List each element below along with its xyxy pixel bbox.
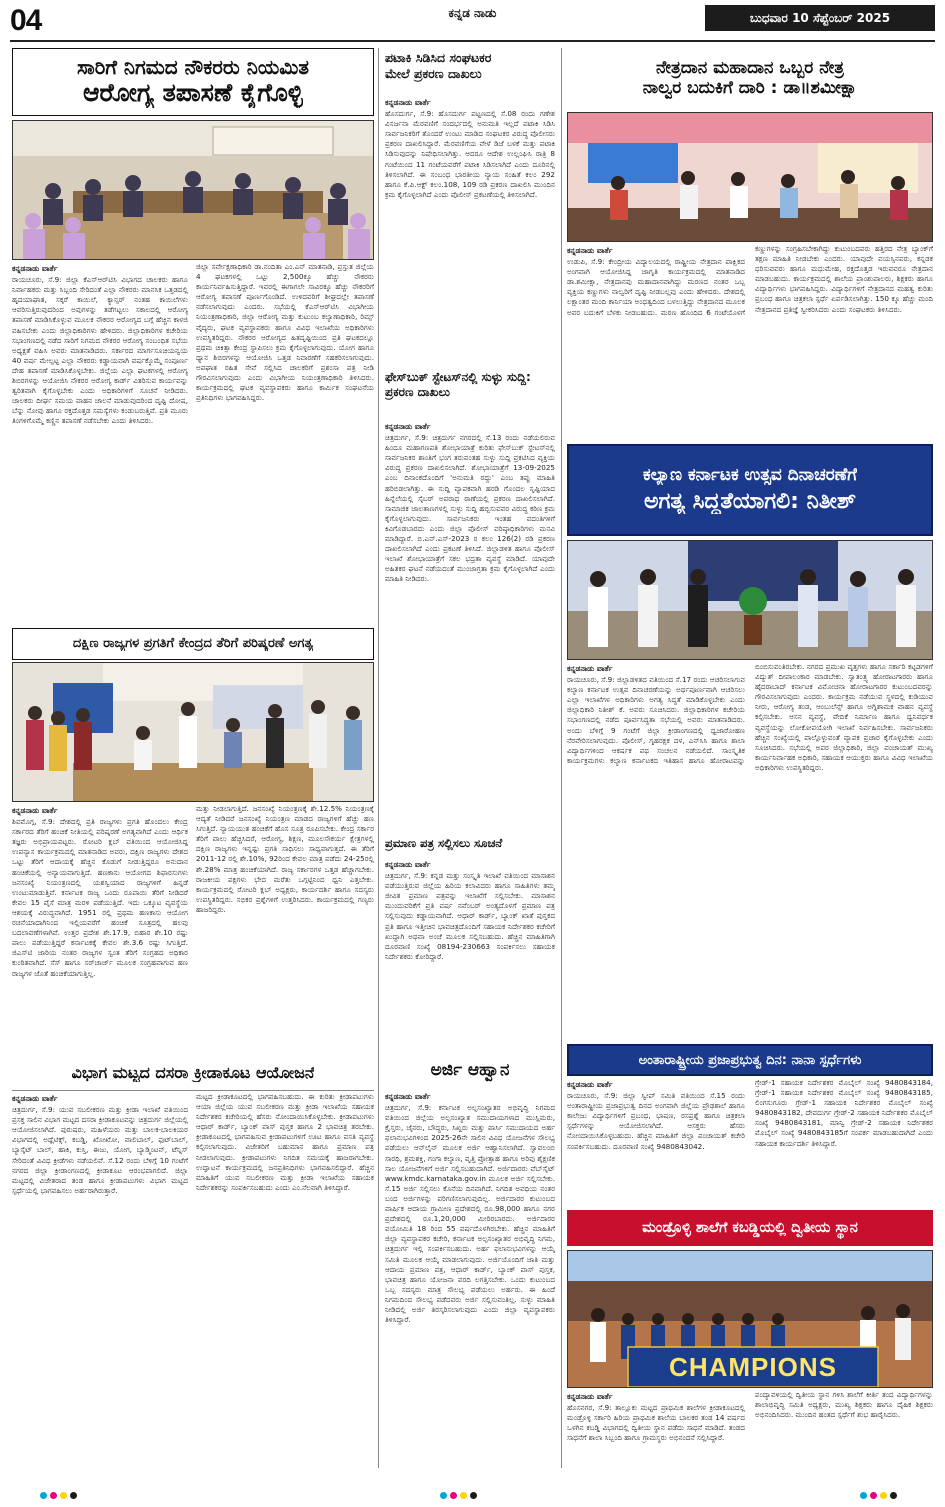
- a11-headline: ವಿಭಾಗ ಮಟ್ಟದ ದಸರಾ ಕ್ರೀಡಾಕೂಟ ಆಯೋಜನೆ: [71, 1063, 315, 1082]
- a7-byline: ಕನ್ನಡನಾಡು ವಾರ್ತೆ: [567, 664, 613, 673]
- a9-body-text-2: ಪಂದ್ಯಾವಳಿಯಲ್ಲಿ ದ್ವಿತೀಯ ಸ್ಥಾನ ಗಳಿಸಿ ಶಾಲೆಗೆ ಕೀರ್ತಿ ತಂದ ವಿದ್ಯಾರ್ಥಿಗಳನ್ನು ಶಾಲಾಭಿವೃದ್ಧಿ ಸಮಿತಿ ಅಧ್ಯಕ್ಷರು, ಮುಖ್ಯ ಶಿಕ್ಷಕರು ಹಾಗೂ ದೈಹಿಕ ಶಿಕ್ಷಕರು ಅಭಿನಂದಿಸಿದರು. ಮುಂದಿನ ಹಂತದ ಸ್ಪರ್ಧೆಗೆ ಶುಭ ಹಾರೈಸಿದರು.: [755, 1390, 933, 1420]
- a7-body-text: ರಾಯಚೂರು, ಸೆ.9: ಜಿಲ್ಲಾಡಳಿತದ ವತಿಯಿಂದ ಸೆ.17 ರಂದು ಆಚರಿಸಲಾಗುವ ಕಲ್ಯಾಣ ಕರ್ನಾಟಕ ಉತ್ಸವ ದಿನಾಚರಣೆಯನ್ನು ಅರ್ಥಪೂರ್ಣವಾಗಿ ಆಚರಿಸಲು ಎಲ್ಲಾ ಇಲಾಖೆಗಳ ಅಧಿಕಾರಿಗಳು ಅಗತ್ಯ ಸಿದ್ಧತೆ ಮಾಡಿಕೊಳ್ಳಬೇಕು ಎಂದು ಜಿಲ್ಲಾಧಿಕಾರಿ ನಿತೀಶ್ ಕೆ. ಅವರು ಸೂಚಿಸಿದರು. ಜಿಲ್ಲಾಧಿಕಾರಿಗಳ ಕಚೇರಿಯ ಸಭಾಂಗಣದಲ್ಲಿ ನಡೆದ ಪೂರ್ವಸಿದ್ಧತಾ ಸಭೆಯಲ್ಲಿ ಅವರು ಮಾತನಾಡಿದರು. ಅಂದು ಬೆಳಿಗ್ಗೆ 9 ಗಂಟೆಗೆ ಜಿಲ್ಲಾ ಕ್ರೀಡಾಂಗಣದಲ್ಲಿ ಧ್ವಜಾರೋಹಣ ನೆರವೇರಿಸಲಾಗುವುದು. ಪೊಲೀಸ್, ಗೃಹರಕ್ಷಕ ದಳ, ಎನ್‌ಸಿಸಿ ಹಾಗೂ ಶಾಲಾ ವಿದ್ಯಾರ್ಥಿಗಳಿಂದ ಆಕರ್ಷಕ ಪಥ ಸಂಚಲನ ನಡೆಯಲಿದೆ. ಸಾಂಸ್ಕೃತಿಕ ಕಾರ್ಯಕ್ರಮಗಳು ಕಲ್ಯಾಣ ಕರ್ನಾಟಕದ ಇತಿಹಾಸ ಹಾಗೂ ಹೋರಾಟವನ್ನು ಬಿಂಬಿಸುವಂತಿರಬೇಕು. ನಗರದ ಪ್ರಮುಖ ವೃತ್ತಗಳು ಹಾಗೂ ಸರ್ಕಾರಿ ಕಟ್ಟಡಗಳಿಗೆ ವಿದ್ಯುತ್ ದೀಪಾಲಂಕಾರ ಮಾಡಬೇಕು. ಸ್ವಾತಂತ್ರ್ಯ ಹೋರಾಟಗಾರರು ಹಾಗೂ ಹೈದರಾಬಾದ್ ಕರ್ನಾಟಕ ವಿಮೋಚನಾ ಹೋರಾಟಗಾರರ ಕುಟುಂಬದವರನ್ನು ಗೌರವಿಸಲಾಗುವುದು ಎಂದರು. ಕಾರ್ಯಕ್ರಮ ನಡೆಯುವ ಸ್ಥಳದಲ್ಲಿ ಕುಡಿಯುವ ನೀರು, ಆರೋಗ್ಯ ತಂಡ, ಆಂಬುಲೆನ್ಸ್ ಹಾಗೂ ಅಗ್ನಿಶಾಮಕ ವಾಹನ ವ್ಯವಸ್ಥೆ ಕಲ್ಪಿಸಬೇಕು. ಆಸನ ವ್ಯವಸ್ಥೆ, ವೇದಿಕೆ ನಿರ್ಮಾಣ ಹಾಗೂ ಧ್ವನಿವರ್ಧಕ ವ್ಯವಸ್ಥೆಯನ್ನು ಲೋಕೋಪಯೋಗಿ ಇಲಾಖೆ ನಿರ್ವಹಿಸಬೇಕು. ಸಾರ್ವಜನಿಕರು ಹೆಚ್ಚಿನ ಸಂಖ್ಯೆಯಲ್ಲಿ ಪಾಲ್ಗೊಳ್ಳುವಂತೆ ವ್ಯಾಪಕ ಪ್ರಚಾರ ಕೈಗೊಳ್ಳಬೇಕು ಎಂದು ಸೂಚಿಸಿದರು. ಸಭೆಯಲ್ಲಿ ಅಪರ ಜಿಲ್ಲಾಧಿಕಾರಿ, ಜಿಲ್ಲಾ ಪಂಚಾಯತ್ ಮುಖ್ಯ ಕಾರ್ಯನಿರ್ವಾಹಕ ಅಧಿಕಾರಿ, ಸಹಾಯಕ ಆಯುಕ್ತರು ಹಾಗೂ ವಿವಿಧ ಇಲಾಖೆಯ ಅಧಿಕಾರಿಗಳು ಉಪಸ್ಥಿತರಿದ್ದರು.: [567, 662, 933, 772]
- reg-dot: [60, 1492, 67, 1499]
- a10-body-text-1: ಶಿವಮೊಗ್ಗ, ಸೆ.9: ದೇಶದಲ್ಲಿ ಪ್ರತಿ ರಾಜ್ಯಗಳು ಪ್ರಗತಿ ಹೊಂದಲು ಕೇಂದ್ರ ಸರ್ಕಾರದ ತೆರಿಗೆ ಹಂಚಿಕೆ ನೀತಿಯಲ್ಲಿ ಪರಿಷ್ಕರಣೆ ಅಗತ್ಯವಾಗಿದೆ ಎಂದು ಆರ್ಥಿಕ ತಜ್ಞರು ಅಭಿಪ್ರಾಯಪಟ್ಟರು. ರೋಟರಿ ಕ್ಲಬ್ ವತಿಯಿಂದ ಆಯೋಜಿಸಿದ್ದ ಉಪನ್ಯಾಸ ಕಾರ್ಯಕ್ರಮದಲ್ಲಿ ಮಾತನಾಡಿದ ಅವರು, ದಕ್ಷಿಣ ರಾಜ್ಯಗಳು ದೇಶದ ಒಟ್ಟು ತೆರಿಗೆ ಆದಾಯಕ್ಕೆ ಹೆಚ್ಚಿನ ಕೊಡುಗೆ ನೀಡುತ್ತಿದ್ದರೂ ಅನುದಾನ ಹಂಚಿಕೆಯಲ್ಲಿ ಅನ್ಯಾಯವಾಗುತ್ತಿದೆ. ಹಣಕಾಸು ಆಯೋಗದ ಶಿಫಾರಸುಗಳು ಜನಸಂಖ್ಯೆ ನಿಯಂತ್ರಣದಲ್ಲಿ ಯಶಸ್ವಿಯಾದ ರಾಜ್ಯಗಳಿಗೆ ಹಿನ್ನಡೆ ಉಂಟುಮಾಡುತ್ತಿವೆ. ಕರ್ನಾಟಕ ರಾಜ್ಯ ಒಂದು ರೂಪಾಯಿ ತೆರಿಗೆ ನೀಡಿದರೆ ಕೇವಲ 15 ಪೈಸೆ ಮಾತ್ರ ಮರಳಿ ಪಡೆಯುತ್ತಿದೆ. ಇದು ಒಕ್ಕೂಟ ವ್ಯವಸ್ಥೆಯ ಆಶಯಕ್ಕೆ ವಿರುದ್ಧವಾಗಿದೆ. 1951 ರಲ್ಲಿ ಪ್ರಥಮ ಹಣಕಾಸು ಆಯೋಗ ರಚನೆಯಾದಾಗಿನಿಂದ ಇಲ್ಲಿಯವರೆಗೆ ಹಂಚಿಕೆ ಸೂತ್ರದಲ್ಲಿ ಹಲವು ಬದಲಾವಣೆಗಳಾಗಿವೆ. ಉತ್ತರ ಪ್ರದೇಶ ಶೇ.17.9, ಬಿಹಾರ ಶೇ.10 ರಷ್ಟು ಪಾಲು ಪಡೆಯುತ್ತಿದ್ದರೆ ಕರ್ನಾಟಕಕ್ಕೆ ಕೇವಲ ಶೇ.3.6 ರಷ್ಟು ಸಿಗುತ್ತಿದೆ. ಜಿಎಸ್‌ಟಿ ಜಾರಿಯ ನಂತರ ರಾಜ್ಯಗಳ ಸ್ವಂತ ತೆರಿಗೆ ಸಂಗ್ರಹದ ಅಧಿಕಾರ ಕುಂಠಿತವಾಗಿದೆ. ಸೆಸ್ ಹಾಗೂ ಸರ್‌ಚಾರ್ಜ್ ಮೂಲಕ ಸಂಗ್ರಹವಾಗುವ ಹಣ ರಾಜ್ಯಗಳ ಜೊತೆ ಹಂಚಿಕೆಯಾಗುತ್ತಿಲ್ಲ.: [12, 817, 188, 978]
- a11-body-text-2: ಮಟ್ಟದ ಕ್ರೀಡಾಕೂಟದಲ್ಲಿ ಭಾಗವಹಿಸಬಹುದು. ಈ ಕುರಿತು ಕ್ರೀಡಾಪಟುಗಳು ಆಯಾ ಜಿಲ್ಲೆಯ ಯುವ ಸಬಲೀಕರಣ ಮತ್ತು ಕ್ರೀಡಾ ಇಲಾಖೆಯ ಸಹಾಯಕ ನಿರ್ದೇಶಕರ ಕಚೇರಿಯಲ್ಲಿ ಹೆಸರು ನೋಂದಾಯಿಸಿಕೊಳ್ಳಬೇಕು. ಕ್ರೀಡಾಪಟುಗಳು ಆಧಾರ್ ಕಾರ್ಡ್, ಬ್ಯಾಂಕ್ ಪಾಸ್ ಪುಸ್ತಕ ಹಾಗೂ 2 ಭಾವಚಿತ್ರ ತರಬೇಕು. ಕ್ರೀಡಾಕೂಟದಲ್ಲಿ ಭಾಗವಹಿಸುವ ಕ್ರೀಡಾಪಟುಗಳಿಗೆ ಊಟ ಹಾಗೂ ವಸತಿ ವ್ಯವಸ್ಥೆ ಕಲ್ಪಿಸಲಾಗುವುದು. ವಿಜೇತರಿಗೆ ಬಹುಮಾನ ಹಾಗೂ ಪ್ರಮಾಣ ಪತ್ರ ನೀಡಲಾಗುವುದು. ಕ್ರೀಡಾಪಟುಗಳು ನಿಗದಿತ ಸಮಯಕ್ಕೆ ಹಾಜರಾಗಬೇಕು. ಉದ್ಘಾಟನೆ ಕಾರ್ಯಕ್ರಮದಲ್ಲಿ ಜನಪ್ರತಿನಿಧಿಗಳು ಭಾಗವಹಿಸಲಿದ್ದಾರೆ. ಹೆಚ್ಚಿನ ಮಾಹಿತಿಗೆ ಯುವ ಸಬಲೀಕರಣ ಮತ್ತು ಕ್ರೀಡಾ ಇಲಾಖೆಯ ಸಹಾಯಕ ನಿರ್ದೇಶಕರನ್ನು ಸಂಪರ್ಕಿಸಬಹುದು ಎಂದು ಎಂ.ನೆಲವಾಗಿ ತಿಳಿಸಿದ್ದಾರೆ.: [196, 1092, 374, 1192]
- a8-byline: ಕನ್ನಡನಾಡು ವಾರ್ತೆ: [567, 1080, 613, 1089]
- a4-body: [385, 858, 555, 1058]
- a5-headline-box: [385, 1060, 555, 1088]
- a1-body-text-1: ರಾಯಚೂರು, ಸೆ.9: ಜಿಲ್ಲಾ ಕೆಎಸ್ಆರ್‌ಟಿಸಿ ವಿಭಾಗದ ಚಾಲಕರು ಹಾಗೂ ನಿರ್ವಾಹಕರು ಮತ್ತು ಸಿಬ್ಬಂದಿ ಸೇರಿದಂತೆ ಎಲ್ಲಾ ನೌಕರರು ಮಾನಸಿಕ ಒತ್ತಡದಲ್ಲಿ ಹೃದಯಾಘಾತ, ಸಕ್ಕರೆ ಕಾಯಿಲೆ, ಕ್ಯಾನ್ಸರ್ ನಂತಹ ಕಾಯಿಲೆಗಳು ಆವರಿಸುತ್ತಿರುವುದರಿಂದ ಅವುಗಳನ್ನು ತಡೆಗಟ್ಟಲು ಸಕಾಲದಲ್ಲಿ ಆರೋಗ್ಯ ತಪಾಸಣೆ ಮಾಡಿಸಿಕೊಳ್ಳುವ ಮೂಲಕ ನೌಕರರ ಆರೋಗ್ಯದ ಬಗ್ಗೆ ಹೆಚ್ಚಿನ ಕಾಳಜಿ ವಹಿಸಬೇಕು ಎಂದು ಜಿಲ್ಲಾಧಿಕಾರಿಗಳು ಹೇಳಿದರು. ಜಿಲ್ಲಾಧಿಕಾರಿಗಳ ಕಚೇರಿಯ ಸಭಾಂಗಣದಲ್ಲಿ ನಡೆದ ಸಾರಿಗೆ ನಿಗಮದ ನೌಕರರ ಆರೋಗ್ಯ ಸಂಬಂಧಿತ ಸಭೆಯ ಅಧ್ಯಕ್ಷತೆ ವಹಿಸಿ ಅವರು ಮಾತನಾಡಿದರು. ಸರ್ಕಾರದ ಮಾರ್ಗಸೂಚಿಯನ್ವಯ 40 ವರ್ಷ ಮೇಲ್ಪಟ್ಟ ಎಲ್ಲಾ ನೌಕರರು ಕಡ್ಡಾಯವಾಗಿ ವರ್ಷಕ್ಕೊಮ್ಮೆ ಸಂಪೂರ್ಣ ದೇಹ ತಪಾಸಣೆ ಮಾಡಿಸಿಕೊಳ್ಳಬೇಕು. ಜಿಲ್ಲೆಯ ಎಲ್ಲಾ ಘಟಕಗಳಲ್ಲಿ ಆರೋಗ್ಯ ಶಿಬಿರಗಳನ್ನು ಆಯೋಜಿಸಿ ನೌಕರರ ಆರೋಗ್ಯ ಕಾರ್ಡ್ ವಿತರಿಸುವ ಕಾರ್ಯವನ್ನು ತ್ವರಿತವಾಗಿ ಕೈಗೊಳ್ಳಬೇಕು ಎಂದು ಅಧಿಕಾರಿಗಳಿಗೆ ಸೂಚನೆ ನೀಡಿದರು. ಚಾಲಕರು ದೀರ್ಘ ಸಮಯ ವಾಹನ ಚಾಲನೆ ಮಾಡುವುದರಿಂದ ದೃಷ್ಟಿ ದೋಷ, ಬೆನ್ನು ನೋವು ಹಾಗೂ ರಕ್ತದೊತ್ತಡ ಸಮಸ್ಯೆಗಳು ಕಂಡುಬರುತ್ತಿವೆ. ಪ್ರತಿ ಮೂರು ತಿಂಗಳಿಗೊಮ್ಮೆ ಕಣ್ಣಿನ ತಪಾಸಣೆ ನಡೆಸಬೇಕು ಎಂದು ತಿಳಿಸಿದರು.: [12, 275, 188, 426]
- a6-headline-box: [567, 48, 933, 110]
- a9-body-col1: [567, 1390, 745, 1474]
- a4-byline: ಕನ್ನಡನಾಡು ವಾರ್ತೆ: [385, 860, 431, 869]
- a10-photo-group: [12, 662, 374, 802]
- a10-headline-box: [12, 628, 374, 660]
- a8-headline: ಅಂತಾರಾಷ್ಟ್ರೀಯ ಪ್ರಜಾಪ್ರಭುತ್ವ ದಿನ: ನಾನಾ ಸ್ಪರ್ಧೆಗಳು: [638, 1052, 862, 1068]
- a11-rule: [12, 1090, 374, 1091]
- reg-dot: [40, 1492, 47, 1499]
- col-rule-right: [561, 48, 562, 1468]
- a4-headline-box: [385, 836, 555, 856]
- a6-headline-line2: ನಾಲ್ವರ ಬದುಕಿಗೆ ದಾರಿ : ಡಾ॥ಶಮೀಕ್ಷಾ: [642, 79, 858, 98]
- a6-photo-event: [567, 112, 933, 242]
- a1-body-col1: [12, 262, 188, 625]
- a1-body-text-2: ಜಿಲ್ಲಾ ಸರ್ವೇಕ್ಷಣಾಧಿಕಾರಿ ಡಾ.ನಂದಿತಾ ಎಂ.ಎನ್ ಮಾತನಾಡಿ, ಪ್ರಸ್ತುತ ಜಿಲ್ಲೆಯ 4 ಘಟಕಗಳಲ್ಲಿ ಒಟ್ಟು 2,500ಕ್ಕೂ ಹೆಚ್ಚು ನೌಕರರು ಕಾರ್ಯನಿರ್ವಹಿಸುತ್ತಿದ್ದಾರೆ. ಇವರಲ್ಲಿ ಈಗಾಗಲೇ ಸಾವಿರಕ್ಕೂ ಹೆಚ್ಚು ನೌಕರರಿಗೆ ಆರೋಗ್ಯ ತಪಾಸಣೆ ಪೂರ್ಣಗೊಂಡಿದೆ. ಉಳಿದವರಿಗೆ ಶೀಘ್ರದಲ್ಲೇ ತಪಾಸಣೆ ನಡೆಸಲಾಗುವುದು ಎಂದರು. ಸಭೆಯಲ್ಲಿ ಕೆಎಸ್ಆರ್‌ಟಿಸಿ ವಿಭಾಗೀಯ ನಿಯಂತ್ರಣಾಧಿಕಾರಿ, ಜಿಲ್ಲಾ ಆರೋಗ್ಯ ಮತ್ತು ಕುಟುಂಬ ಕಲ್ಯಾಣಾಧಿಕಾರಿ, ರಿಮ್ಸ್ ವೈದ್ಯರು, ಘಟಕ ವ್ಯವಸ್ಥಾಪಕರು ಹಾಗೂ ವಿವಿಧ ಇಲಾಖೆಯ ಅಧಿಕಾರಿಗಳು ಉಪಸ್ಥಿತರಿದ್ದರು. ನೌಕರರ ಆರೋಗ್ಯದ ಹಿತದೃಷ್ಟಿಯಿಂದ ಪ್ರತಿ ಘಟಕದಲ್ಲೂ ಪ್ರಥಮ ಚಿಕಿತ್ಸಾ ಕೇಂದ್ರ ಸ್ಥಾಪಿಸಲು ಕ್ರಮ ಕೈಗೊಳ್ಳಲಾಗುವುದು. ಯೋಗ ಹಾಗೂ ಧ್ಯಾನ ಶಿಬಿರಗಳನ್ನು ಆಯೋಜಿಸಿ ಒತ್ತಡ ನಿವಾರಣೆಗೆ ಸಹಕರಿಸಲಾಗುವುದು. ಅಪಘಾತ ರಹಿತ ಸೇವೆ ಸಲ್ಲಿಸಿದ ಚಾಲಕರಿಗೆ ಪ್ರಶಂಸಾ ಪತ್ರ ನೀಡಿ ಗೌರವಿಸಲಾಗುವುದು ಎಂದು ವಿಭಾಗೀಯ ನಿಯಂತ್ರಣಾಧಿಕಾರಿ ತಿಳಿಸಿದರು. ಕಾರ್ಯಕ್ರಮದಲ್ಲಿ ಘಟಕ ವ್ಯವಸ್ಥಾಪಕರು ಹಾಗೂ ಕಾರ್ಮಿಕ ಸಂಘಟನೆಯ ಪ್ರತಿನಿಧಿಗಳು ಭಾಗವಹಿಸಿದ್ದರು.: [196, 262, 374, 403]
- a10-byline: ಕನ್ನಡನಾಡು ವಾರ್ತೆ: [12, 806, 58, 815]
- a3-body: [385, 420, 555, 830]
- a11-body-col1: [12, 1092, 188, 1472]
- a7-headline-band: [567, 444, 933, 536]
- a9-photo-team: [567, 1250, 933, 1388]
- a2-body-text: ಹೊಸದುರ್ಗ, ಸೆ.9: ಹೊಸದುರ್ಗ ಪಟ್ಟಣದಲ್ಲಿ ಸೆ.08 ರಂದು ಗಣೇಶ ವಿಸರ್ಜನಾ ಮೆರವಣಿಗೆ ಸಂದರ್ಭದಲ್ಲಿ ಅನುಮತಿ ಇಲ್ಲದೆ ಪಟಾಕಿ ಸಿಡಿಸಿ ಸಾರ್ವಜನಿಕರಿಗೆ ತೊಂದರೆ ಉಂಟು ಮಾಡಿದ ಸಂಘಟಕರ ವಿರುದ್ಧ ಪೊಲೀಸರು ಪ್ರಕರಣ ದಾಖಲಿಸಿದ್ದಾರೆ. ಮೆರವಣಿಗೆಯ ವೇಳೆ ಡಿಜೆ ಬಳಕೆ ಮತ್ತು ಪಟಾಕಿ ಸಿಡಿಸುವುದನ್ನು ನಿಷೇಧಿಸಲಾಗಿತ್ತು. ಆದರೂ ಆದೇಶ ಉಲ್ಲಂಘಿಸಿ ರಾತ್ರಿ 8 ಗಂಟೆಯಿಂದ 11 ಗಂಟೆಯವರೆಗೆ ಪಟಾಕಿ ಸಿಡಿಸಲಾಗಿದೆ ಎಂದು ದೂರಿನಲ್ಲಿ ತಿಳಿಸಲಾಗಿದೆ. ಈ ಸಂಬಂಧ ಭಾರತೀಯ ನ್ಯಾಯ ಸಂಹಿತೆ ಕಲಂ 292 ಹಾಗೂ ಕೆ.ಪಿ.ಆಕ್ಟ್ ಕಲಂ.108, 109 ರಡಿ ಪ್ರಕರಣ ದಾಖಲಿಸಿ ಮುಂದಿನ ಕ್ರಮ ಕೈಗೊಳ್ಳಲಾಗಿದೆ ಎಂದು ಪೊಲೀಸ್ ಪ್ರಕಟಣೆಯಲ್ಲಿ ತಿಳಿಸಲಾಗಿದೆ.: [385, 109, 555, 199]
- a2-headline-line2: ಮೇಲೆ ಪ್ರಕರಣ ದಾಖಲು: [385, 65, 482, 81]
- a1-headline-line1: ಸಾರಿಗೆ ನಿಗಮದ ನೌಕರರು ನಿಯಮಿತ: [77, 56, 309, 80]
- a3-byline: ಕನ್ನಡನಾಡು ವಾರ್ತೆ: [385, 422, 431, 431]
- a9-headline-band: [567, 1210, 933, 1246]
- a5-byline: ಕನ್ನಡನಾಡು ವಾರ್ತೆ: [385, 1092, 431, 1101]
- a9-champions-banner: CHAMPIONS: [669, 1351, 837, 1382]
- a8-body-text-2: ಗ್ರೇಡ್-1 ಸಹಾಯಕ ನಿರ್ದೇಶಕರ ಮೊಬೈಲ್ ಸಂಖ್ಯೆ 9480843184, ಗ್ರೇಡ್-1 ಸಹಾಯಕ ನಿರ್ದೇಶಕರ ಮೊಬೈಲ್ ಸಂಖ್ಯೆ 9480843185, ಲಿಂಗಸುಗೂರು ಗ್ರೇಡ್-1 ಸಹಾಯಕ ನಿರ್ದೇಶಕರ ಮೊಬೈಲ್ ಸಂಖ್ಯೆ 9480843182, ದೇವದುರ್ಗ ಗ್ರೇಡ್-2 ಸಹಾಯಕ ನಿರ್ದೇಶಕರ ಮೊಬೈಲ್ ಸಂಖ್ಯೆ 9480843181, ಮಾನ್ವಿ ಗ್ರೇಡ್-2 ಸಹಾಯಕ ನಿರ್ದೇಶಕರ ಮೊಬೈಲ್ ಸಂಖ್ಯೆ 9480843185ಗೆ ಸಂಪರ್ಕ ಮಾಡಬಹುದಾಗಿದೆ ಎಂದು ಸಹಾಯಕ ಕಾರ್ಯದರ್ಶಿ ತಿಳಿಸಿದ್ದಾರೆ.: [755, 1078, 933, 1148]
- registration-marks-right: [860, 1492, 897, 1499]
- a9-byline: ಕನ್ನಡನಾಡು ವಾರ್ತೆ: [567, 1392, 613, 1401]
- a2-body: [385, 96, 555, 366]
- a5-headline: ಅರ್ಜಿ ಆಹ್ವಾನ: [430, 1060, 510, 1080]
- a5-body: [385, 1090, 555, 1472]
- paper-name: ಕನ್ನಡ ನಾಡು: [448, 6, 497, 20]
- date-bar: ಬುಧವಾರ 10 ಸೆಪ್ಟೆಂಬರ್ 2025: [705, 5, 935, 31]
- a9-headline: ಮಂಡ್ರೊಳ್ಳಿ ಶಾಲೆಗೆ ಕಬಡ್ಡಿಯಲ್ಲಿ ದ್ವಿತೀಯ ಸ್ಥಾನ: [642, 1220, 858, 1236]
- a11-headline-box: [12, 1058, 374, 1088]
- reg-dot: [440, 1492, 447, 1499]
- a7-headline-line1: ಕಲ್ಯಾಣ ಕರ್ನಾಟಕ ಉತ್ಸವ ದಿನಾಚರಣೆಗೆ: [642, 465, 858, 485]
- a5-body-text: ಚಿತ್ರದುರ್ಗ, ಸೆ.9: ಕರ್ನಾಟಕ ಅಲ್ಪಸಂಖ್ಯಾತರ ಅಭಿವೃದ್ಧಿ ನಿಗಮದ ವತಿಯಿಂದ ಜಿಲ್ಲೆಯ ಅಲ್ಪಸಂಖ್ಯಾತ ಸಮುದಾಯಗಳಾದ ಮುಸ್ಲಿಮರು, ಕ್ರೈಸ್ತರು, ಜೈನರು, ಬೌದ್ಧರು, ಸಿಖ್ಖರು ಮತ್ತು ಪಾರ್ಸಿ ಸಮುದಾಯದ ಅರ್ಹ ಫಲಾನುಭವಿಗಳಿಂದ 2025-26ನೇ ಸಾಲಿನ ವಿವಿಧ ಯೋಜನೆಗಳ ಸೌಲಭ್ಯ ಪಡೆಯಲು ಆನ್‌ಲೈನ್ ಮೂಲಕ ಅರ್ಜಿ ಆಹ್ವಾನಿಸಲಾಗಿದೆ. ಸ್ವಾವಲಂಬಿ ಸಾರಥಿ, ಶ್ರಮಶಕ್ತಿ, ಗಂಗಾ ಕಲ್ಯಾಣ, ವೃತ್ತಿ ಪ್ರೋತ್ಸಾಹ ಹಾಗೂ ಅರಿವು ಶೈಕ್ಷಣಿಕ ಸಾಲ ಯೋಜನೆಗಳಿಗೆ ಅರ್ಜಿ ಸಲ್ಲಿಸಬಹುದಾಗಿದೆ. ಅರ್ಜಿದಾರರು ವೆಬ್‌ಸೈಟ್ www.kmdc.karnataka.gov.in ಮೂಲಕ ಅರ್ಜಿ ಸಲ್ಲಿಸಬೇಕು. ಸೆ.15 ಅರ್ಜಿ ಸಲ್ಲಿಸಲು ಕೊನೆಯ ದಿನವಾಗಿದೆ. ನಿಗದಿತ ಅವಧಿಯ ನಂತರ ಬಂದ ಅರ್ಜಿಗಳನ್ನು ಪರಿಗಣಿಸಲಾಗುವುದಿಲ್ಲ. ಅರ್ಜಿದಾರರ ಕುಟುಂಬದ ವಾರ್ಷಿಕ ಆದಾಯ ಗ್ರಾಮೀಣ ಪ್ರದೇಶದಲ್ಲಿ ರೂ.98,000 ಹಾಗೂ ನಗರ ಪ್ರದೇಶದಲ್ಲಿ ರೂ.1,20,000 ಮೀರಿರಬಾರದು. ಅರ್ಜಿದಾರರ ವಯೋಮಿತಿ 18 ರಿಂದ 55 ವರ್ಷದೊಳಗಿರಬೇಕು. ಹೆಚ್ಚಿನ ಮಾಹಿತಿಗೆ ಜಿಲ್ಲಾ ವ್ಯವಸ್ಥಾಪಕರ ಕಚೇರಿ, ಕರ್ನಾಟಕ ಅಲ್ಪಸಂಖ್ಯಾತರ ಅಭಿವೃದ್ಧಿ ನಿಗಮ, ಚಿತ್ರದುರ್ಗ ಇಲ್ಲಿ ಸಂಪರ್ಕಿಸಬಹುದು. ಅರ್ಹ ಫಲಾನುಭವಿಗಳನ್ನು ಆಯ್ಕೆ ಸಮಿತಿ ಮೂಲಕ ಆಯ್ಕೆ ಮಾಡಲಾಗುವುದು. ಅರ್ಜಿಯೊಂದಿಗೆ ಜಾತಿ ಮತ್ತು ಆದಾಯ ಪ್ರಮಾಣ ಪತ್ರ, ಆಧಾರ್ ಕಾರ್ಡ್, ಬ್ಯಾಂಕ್ ಪಾಸ್ ಪುಸ್ತಕ, ಭಾವಚಿತ್ರ ಹಾಗೂ ಯೋಜನಾ ವರದಿ ಲಗತ್ತಿಸಬೇಕು. ಒಂದು ಕುಟುಂಬದ ಒಬ್ಬ ಸದಸ್ಯರು ಮಾತ್ರ ಸೌಲಭ್ಯ ಪಡೆಯಲು ಅರ್ಹರು. ಈ ಹಿಂದೆ ನಿಗಮದಿಂದ ಸೌಲಭ್ಯ ಪಡೆದವರು ಅರ್ಜಿ ಸಲ್ಲಿಸುವಂತಿಲ್ಲ. ಸುಳ್ಳು ಮಾಹಿತಿ ನೀಡಿದಲ್ಲಿ ಅರ್ಜಿ ತಿರಸ್ಕರಿಸಲಾಗುವುದು ಎಂದು ಜಿಲ್ಲಾ ವ್ಯವಸ್ಥಾಪಕರು ತಿಳಿಸಿದ್ದಾರೆ.: [385, 1103, 555, 1325]
- a1-headline: [12, 48, 374, 116]
- reg-dot: [450, 1492, 457, 1499]
- masthead: [0, 0, 945, 46]
- a7-photo-ceremony: [567, 540, 933, 660]
- page-number: 04: [10, 4, 42, 37]
- a6-body: [567, 244, 933, 440]
- a11-body-text-1: ಚಿತ್ರದುರ್ಗ, ಸೆ.9: ಯುವ ಸಬಲೀಕರಣ ಮತ್ತು ಕ್ರೀಡಾ ಇಲಾಖೆ ವತಿಯಿಂದ ಪ್ರಸಕ್ತ ಸಾಲಿನ ವಿಭಾಗ ಮಟ್ಟದ ದಸರಾ ಕ್ರೀಡಾಕೂಟವನ್ನು ಚಿತ್ರದುರ್ಗ ಜಿಲ್ಲೆಯಲ್ಲಿ ಆಯೋಜಿಸಲಾಗಿದೆ. ಪುರುಷರು, ಮಹಿಳೆಯರು ಮತ್ತು ಬಾಲಕ-ಬಾಲಕಿಯರ ವಿಭಾಗದಲ್ಲಿ ಅಥ್ಲೆಟಿಕ್ಸ್, ಕಬಡ್ಡಿ, ಖೋಖೋ, ವಾಲಿಬಾಲ್, ಫುಟ್‌ಬಾಲ್, ಬ್ಯಾಸ್ಕೆಟ್ ಬಾಲ್, ಹಾಕಿ, ಕುಸ್ತಿ, ಈಜು, ಯೋಗ, ಬ್ಯಾಡ್ಮಿಂಟನ್, ಟೆನ್ನಿಸ್ ಸೇರಿದಂತೆ ವಿವಿಧ ಕ್ರೀಡೆಗಳು ನಡೆಯಲಿವೆ. ಸೆ.12 ರಂದು ಬೆಳಿಗ್ಗೆ 10 ಗಂಟೆಗೆ ನಗರದ ಜಿಲ್ಲಾ ಕ್ರೀಡಾಂಗಣದಲ್ಲಿ ಕ್ರೀಡಾಕೂಟ ಆರಂಭವಾಗಲಿದೆ. ಜಿಲ್ಲಾ ಮಟ್ಟದಲ್ಲಿ ವಿಜೇತರಾದ ತಂಡ ಹಾಗೂ ಕ್ರೀಡಾಪಟುಗಳು ವಿಭಾಗ ಮಟ್ಟದ ಸ್ಪರ್ಧೆಯಲ್ಲಿ ಭಾಗವಹಿಸಲು ಅರ್ಹರಾಗಿರುತ್ತಾರೆ.: [12, 1105, 188, 1195]
- a8-body-text-1: ರಾಯಚೂರು, ಸೆ.9: ಜಿಲ್ಲಾ ಸ್ವೀಪ್ ಸಮಿತಿ ವತಿಯಿಂದ ಸೆ.15 ರಂದು ಅಂತಾರಾಷ್ಟ್ರೀಯ ಪ್ರಜಾಪ್ರಭುತ್ವ ದಿನದ ಅಂಗವಾಗಿ ಜಿಲ್ಲೆಯ ಪ್ರೌಢಶಾಲೆ ಹಾಗೂ ಕಾಲೇಜು ವಿದ್ಯಾರ್ಥಿಗಳಿಗೆ ಪ್ರಬಂಧ, ಭಾಷಣ, ರಸಪ್ರಶ್ನೆ ಹಾಗೂ ಚಿತ್ರಕಲಾ ಸ್ಪರ್ಧೆಗಳನ್ನು ಆಯೋಜಿಸಲಾಗಿದೆ. ಆಸಕ್ತರು ಹೆಸರು ನೋಂದಾಯಿಸಿಕೊಳ್ಳಬಹುದು. ಹೆಚ್ಚಿನ ಮಾಹಿತಿಗೆ ಜಿಲ್ಲಾ ಪಂಚಾಯತ್ ಕಚೇರಿ ಸಂಪರ್ಕಿಸಬಹುದು. ದೂರವಾಣಿ ಸಂಖ್ಯೆ 9480843042.: [567, 1091, 745, 1151]
- reg-dot: [890, 1492, 897, 1499]
- a8-body-col1: [567, 1078, 745, 1206]
- col-rule-left: [378, 48, 379, 1468]
- a2-headline-box: [385, 50, 555, 94]
- a8-body-col2: [755, 1078, 933, 1206]
- a6-byline: ಕನ್ನಡನಾಡು ವಾರ್ತೆ: [567, 246, 613, 255]
- reg-dot: [470, 1492, 477, 1499]
- a10-body-col2: [196, 804, 374, 1054]
- a1-headline-line2: ಆರೋಗ್ಯ ತಪಾಸಣೆ ಕೈಗೊಳ್ಳಿ: [83, 79, 303, 108]
- a11-body-col2: [196, 1092, 374, 1472]
- a7-body: [567, 662, 933, 1042]
- a6-body-text: ಉಡುಪಿ, ಸೆ.9: ಕೇಂದ್ರೀಯ ವಿದ್ಯಾಲಯದಲ್ಲಿ ರಾಷ್ಟ್ರೀಯ ನೇತ್ರದಾನ ಪಾಕ್ಷಿಕದ ಅಂಗವಾಗಿ ಆಯೋಜಿಸಿದ್ದ ಜಾಗೃತಿ ಕಾರ್ಯಕ್ರಮದಲ್ಲಿ ಮಾತನಾಡಿದ ಡಾ.ಶಮೀಕ್ಷಾ, ನೇತ್ರದಾನವು ಮಹಾದಾನವಾಗಿದ್ದು ಮರಣದ ನಂತರ ಒಬ್ಬ ವ್ಯಕ್ತಿಯ ಕಣ್ಣುಗಳು ನಾಲ್ವರಿಗೆ ದೃಷ್ಟಿ ನೀಡಬಲ್ಲವು ಎಂದು ಹೇಳಿದರು. ದೇಶದಲ್ಲಿ ಲಕ್ಷಾಂತರ ಮಂದಿ ಕಾರ್ನಿಯಾ ಅಂಧತ್ವದಿಂದ ಬಳಲುತ್ತಿದ್ದು ನೇತ್ರದಾನದ ಮೂಲಕ ಅವರ ಬದುಕಿಗೆ ಬೆಳಕು ನೀಡಬಹುದು. ಮರಣ ಹೊಂದಿದ 6 ಗಂಟೆಯೊಳಗೆ ಕಣ್ಣುಗಳನ್ನು ಸಂಗ್ರಹಿಸಬೇಕಾಗಿದ್ದು ಕುಟುಂಬದವರು ಹತ್ತಿರದ ನೇತ್ರ ಬ್ಯಾಂಕ್‌ಗೆ ತಕ್ಷಣ ಮಾಹಿತಿ ನೀಡಬೇಕು ಎಂದರು. ಯಾವುದೇ ವಯಸ್ಸಿನವರು, ಕನ್ನಡಕ ಧರಿಸುವವರು ಹಾಗೂ ಮಧುಮೇಹ, ರಕ್ತದೊತ್ತಡ ಇರುವವರೂ ನೇತ್ರದಾನ ಮಾಡಬಹುದು. ಕಾರ್ಯಕ್ರಮದಲ್ಲಿ ಶಾಲೆಯ ಪ್ರಾಂಶುಪಾಲರು, ಶಿಕ್ಷಕರು ಹಾಗೂ ವಿದ್ಯಾರ್ಥಿಗಳು ಭಾಗವಹಿಸಿದ್ದರು. ವಿದ್ಯಾರ್ಥಿಗಳಿಗೆ ನೇತ್ರದಾನದ ಮಹತ್ವ ಕುರಿತು ಪ್ರಬಂಧ ಹಾಗೂ ಚಿತ್ರಕಲಾ ಸ್ಪರ್ಧೆ ಏರ್ಪಡಿಸಲಾಗಿತ್ತು. 150 ಕ್ಕೂ ಹೆಚ್ಚು ಮಂದಿ ನೇತ್ರದಾನದ ಪ್ರತಿಜ್ಞೆ ಸ್ವೀಕರಿಸಿದರು ಎಂದು ಸಂಘಟಕರು ತಿಳಿಸಿದರು.: [567, 244, 933, 317]
- registration-marks-center: [440, 1492, 477, 1499]
- reg-dot: [50, 1492, 57, 1499]
- a3-body-text: ಚಿತ್ರದುರ್ಗ, ಸೆ.9: ಚಿತ್ರದುರ್ಗ ನಗರದಲ್ಲಿ ಸೆ.13 ರಂದು ನಡೆಯಲಿರುವ ಹಿಂದೂ ಮಹಾಗಣಪತಿ ಶೋಭಾಯಾತ್ರೆ ಕುರಿತು ಫೇಸ್‌ಬುಕ್ ಸ್ಟೇಟಸ್‌ನಲ್ಲಿ ಸಾರ್ವಜನಿಕರ ಶಾಂತಿಗೆ ಭಂಗ ತರುವಂತಹ ಸುಳ್ಳು ಸುದ್ದಿ ಪ್ರಕಟಿಸಿದ ವ್ಯಕ್ತಿಯ ವಿರುದ್ಧ ಪ್ರಕರಣ ದಾಖಲಿಸಲಾಗಿದೆ. ಶೋಭಾಯಾತ್ರೆಗೆ 13-09-2025 ಎಂಬ ದಿನಾಂಕದೊಂದಿಗೆ 'ಅನುಮತಿ ರದ್ದು' ಎಂಬ ತಪ್ಪು ಮಾಹಿತಿ ಹರಿಬಿಡಲಾಗಿತ್ತು. ಈ ಸುದ್ದಿ ವ್ಯಾಪಕವಾಗಿ ಹರಡಿ ಗೊಂದಲ ಸೃಷ್ಟಿಯಾದ ಹಿನ್ನೆಲೆಯಲ್ಲಿ ಸೈಬರ್ ಅಪರಾಧ ಠಾಣೆಯಲ್ಲಿ ಪ್ರಕರಣ ದಾಖಲಿಸಲಾಗಿದೆ. ಸಾಮಾಜಿಕ ಜಾಲತಾಣಗಳಲ್ಲಿ ಸುಳ್ಳು ಸುದ್ದಿ ಹಬ್ಬಿಸುವವರ ವಿರುದ್ಧ ಕಠಿಣ ಕ್ರಮ ಕೈಗೊಳ್ಳಲಾಗುವುದು. ಸಾರ್ವಜನಿಕರು ಇಂತಹ ವದಂತಿಗಳಿಗೆ ಕಿವಿಗೊಡಬಾರದು ಎಂದು ಜಿಲ್ಲಾ ಪೊಲೀಸ್ ವರಿಷ್ಠಾಧಿಕಾರಿಗಳು ಮನವಿ ಮಾಡಿದ್ದಾರೆ. ಬಿ.ಎನ್.ಎಸ್-2023 ರ ಕಲಂ 126(2) ರಡಿ ಪ್ರಕರಣ ದಾಖಲಿಸಲಾಗಿದೆ ಎಂದು ಪ್ರಕಟಣೆ ತಿಳಿಸಿದೆ. ಜಿಲ್ಲಾಡಳಿತ ಹಾಗೂ ಪೊಲೀಸ್ ಇಲಾಖೆ ಶೋಭಾಯಾತ್ರೆಗೆ ಸಕಲ ಭದ್ರತಾ ವ್ಯವಸ್ಥೆ ಮಾಡಿದೆ. ಯಾವುದೇ ಅಹಿತಕರ ಘಟನೆ ನಡೆಯದಂತೆ ಮುಂಜಾಗ್ರತಾ ಕ್ರಮ ಕೈಗೊಳ್ಳಲಾಗಿದೆ ಎಂದು ಮಾಹಿತಿ ನೀಡಿದರು.: [385, 433, 555, 584]
- registration-marks-left: [40, 1492, 77, 1499]
- a10-headline: ದಕ್ಷಿಣ ರಾಜ್ಯಗಳ ಪ್ರಗತಿಗೆ ಕೇಂದ್ರದ ತೆರಿಗೆ ಪರಿಷ್ಕರಣೆ ಅಗತ್ಯ: [72, 636, 314, 651]
- a10-body-col1: [12, 804, 188, 1054]
- reg-dot: [70, 1492, 77, 1499]
- reg-dot: [860, 1492, 867, 1499]
- a8-headline-band: [567, 1044, 933, 1076]
- a1-byline: ಕನ್ನಡನಾಡು ವಾರ್ತೆ: [12, 264, 58, 273]
- a9-body-col2: [755, 1390, 933, 1474]
- a2-byline: ಕನ್ನಡನಾಡು ವಾರ್ತೆ: [385, 98, 431, 107]
- a6-headline-line1: ನೇತ್ರದಾನ ಮಹಾದಾನ ಒಬ್ಬರ ನೇತ್ರ: [656, 59, 844, 79]
- a1-photo-meeting: [12, 120, 374, 260]
- a9-body-text-1: ಹೊಸನಗರ, ಸೆ.9: ತಾಲ್ಲೂಕು ಮಟ್ಟದ ಪ್ರಾಥಮಿಕ ಶಾಲೆಗಳ ಕ್ರೀಡಾಕೂಟದಲ್ಲಿ ಮಂಡ್ರೊಳ್ಳಿ ಸರ್ಕಾರಿ ಹಿರಿಯ ಪ್ರಾಥಮಿಕ ಶಾಲೆಯ ಬಾಲಕರ ತಂಡ 14 ವರ್ಷದ ಒಳಗಿನ ಕಬಡ್ಡಿ ವಿಭಾಗದಲ್ಲಿ ದ್ವಿತೀಯ ಸ್ಥಾನ ಪಡೆದು ಸಾಧನೆ ಮಾಡಿದೆ. ತಂಡದ ಸಾಧನೆಗೆ ಶಾಲಾ ಸಿಬ್ಬಂದಿ ಹಾಗೂ ಗ್ರಾಮಸ್ಥರು ಅಭಿನಂದನೆ ಸಲ್ಲಿಸಿದ್ದಾರೆ.: [567, 1403, 745, 1443]
- a3-headline-box: [385, 370, 555, 418]
- masthead-rule: [10, 40, 935, 42]
- a2-headline-line1: ಪಟಾಕಿ ಸಿಡಿಸಿದ ಸಂಘಟಕರ: [385, 50, 492, 65]
- a3-headline: ಫೇಸ್‌ಬುಕ್ ಸ್ಟೇಟಸ್‌ನಲ್ಲಿ ಸುಳ್ಳು ಸುದ್ದಿ: ಪ್ರಕರಣ ದಾಖಲು: [385, 370, 531, 399]
- reg-dot: [870, 1492, 877, 1499]
- a4-headline: ಪ್ರಮಾಣ ಪತ್ರ ಸಲ್ಲಿಸಲು ಸೂಚನೆ: [385, 836, 503, 850]
- reg-dot: [460, 1492, 467, 1499]
- a11-byline: ಕನ್ನಡನಾಡು ವಾರ್ತೆ: [12, 1094, 58, 1103]
- a1-body-col2: [196, 262, 374, 625]
- a7-headline-line2: ಅಗತ್ಯ ಸಿದ್ಧತೆಯಾಗಲಿ: ನಿತೀಶ್: [643, 489, 857, 515]
- a10-body-text-2: ಮತ್ತು ನೀಡಲಾಗುತ್ತಿದೆ. ಜನಸಂಖ್ಯೆ ನಿಯಂತ್ರಣಕ್ಕೆ ಶೇ.12.5% ನಿಯಂತ್ರಣಕ್ಕೆ ಆದ್ಯತೆ ನೀಡಿದರೆ ಜನಸಂಖ್ಯೆ ನಿಯಂತ್ರಣ ಮಾಡದ ರಾಜ್ಯಗಳಿಗೆ ಹೆಚ್ಚು ಹಣ ಸಿಗುತ್ತಿದೆ. ನ್ಯಾಯಯುತ ಹಂಚಿಕೆಗೆ ಹೊಸ ಸೂತ್ರ ರೂಪಿಸಬೇಕು. ಕೇಂದ್ರ ಸರ್ಕಾರ ತೆರಿಗೆ ಪಾಲು ಹೆಚ್ಚಿಸಿದರೆ, ಆರೋಗ್ಯ, ಶಿಕ್ಷಣ, ಮೂಲಸೌಕರ್ಯ ಕ್ಷೇತ್ರಗಳಲ್ಲಿ ದಕ್ಷಿಣ ರಾಜ್ಯಗಳು ಇನ್ನಷ್ಟು ಪ್ರಗತಿ ಸಾಧಿಸಲು ಸಾಧ್ಯವಾಗುತ್ತದೆ. ಈ ತೆರಿಗೆ 2011-12 ರಲ್ಲಿ ಶೇ.10%, 92ರಿಂದ ಕೇವಲ ಮಾತ್ರ ಪಡೆದು 24-25ರಲ್ಲಿ ಶೇ.28% ಮಾತ್ರ ಹಂಚಿಕೆಯಾಗಿದೆ. ರಾಜ್ಯ ಸರ್ಕಾರಗಳ ಒತ್ತಡ ಹೆಚ್ಚಾಗಬೇಕು. ರಾಜಕೀಯ ಪಕ್ಷಗಳು ಭೇದ ಮರೆತು ಒಗ್ಗಟ್ಟಿನಿಂದ ಧ್ವನಿ ಎತ್ತಬೇಕು. ಕಾರ್ಯಕ್ರಮದಲ್ಲಿ ರೋಟರಿ ಕ್ಲಬ್ ಅಧ್ಯಕ್ಷರು, ಕಾರ್ಯದರ್ಶಿ ಹಾಗೂ ಸದಸ್ಯರು ಉಪಸ್ಥಿತರಿದ್ದರು. ಸಭಿಕರ ಪ್ರಶ್ನೆಗಳಿಗೆ ಉತ್ತರಿಸಿದರು. ಕಾರ್ಯಕ್ರಮದಲ್ಲಿ ಗಣ್ಯರು ಹಾಜರಿದ್ದರು.: [196, 804, 374, 914]
- a4-body-text: ಚಿತ್ರದುರ್ಗ, ಸೆ.9: ಕನ್ನಡ ಮತ್ತು ಸಂಸ್ಕೃತಿ ಇಲಾಖೆ ವತಿಯಿಂದ ಮಾಸಾಶನ ಪಡೆಯುತ್ತಿರುವ ಜಿಲ್ಲೆಯ ಹಿರಿಯ ಕಲಾವಿದರು ಹಾಗೂ ಸಾಹಿತಿಗಳು ತಮ್ಮ ಜೀವಿತ ಪ್ರಮಾಣ ಪತ್ರವನ್ನು ಇಲಾಖೆಗೆ ಸಲ್ಲಿಸಬೇಕು. ಮಾಸಾಶನ ಮುಂದುವರಿಕೆಗೆ ಪ್ರತಿ ವರ್ಷ ನವೆಂಬರ್ ಅಂತ್ಯದೊಳಗೆ ಪ್ರಮಾಣ ಪತ್ರ ಸಲ್ಲಿಸುವುದು ಕಡ್ಡಾಯವಾಗಿದೆ. ಆಧಾರ್ ಕಾರ್ಡ್, ಬ್ಯಾಂಕ್ ಖಾತೆ ಪುಸ್ತಕದ ಪ್ರತಿ ಹಾಗೂ ಇತ್ತೀಚಿನ ಭಾವಚಿತ್ರದೊಂದಿಗೆ ಸಹಾಯಕ ನಿರ್ದೇಶಕರ ಕಚೇರಿಗೆ ಖುದ್ದಾಗಿ ಅಥವಾ ಅಂಚೆ ಮೂಲಕ ಸಲ್ಲಿಸಬಹುದು. ಹೆಚ್ಚಿನ ಮಾಹಿತಿಗಾಗಿ ದೂರವಾಣಿ ಸಂಖ್ಯೆ 08194-230663 ಸಂಪರ್ಕಿಸಲು ಸಹಾಯಕ ನಿರ್ದೇಶಕರು ಕೋರಿದ್ದಾರೆ.: [385, 871, 555, 961]
- reg-dot: [880, 1492, 887, 1499]
